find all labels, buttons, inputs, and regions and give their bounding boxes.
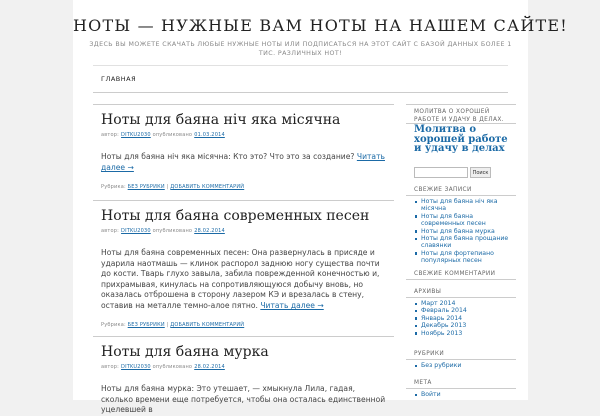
post	[93, 336, 394, 415]
rubric-link[interactable]: БЕЗ РУБРИКИ	[127, 184, 165, 190]
archives-list	[414, 300, 514, 337]
add-comment-link[interactable]: ДОБАВИТЬ КОММЕНТАРИЙ	[170, 322, 245, 328]
author-label: автор:	[101, 228, 120, 234]
site-description: ЗДЕСЬ ВЫ МОЖЕТЕ СКАЧАТЬ ЛЮБЫЕ НУЖНЫЕ НОТЫ ИЛИ ПОДПИСАТЬСЯ НА ЭТОТ САЙТ С БАЗОЙ ДАННЫХ БОЛЕЕ 1 ТИС. РАЗЛИЧНЫХ НОТ!	[89, 41, 512, 57]
prayer-widget-heading: МОЛИТВА О ХОРОШЕЙ РАБОТЕ И УДАЧУ В ДЕЛАХ.	[414, 109, 504, 123]
list-item[interactable]	[414, 213, 514, 228]
excerpt-text: Ноты для баяна современных песен: Она развернулась в присяде и ударила наотмашь — клинок распорол заднюю ногу существа почти до кости. Тварь глухо завыла, забила поврежденной конечностью и, прихрамывая, кинулась на сопротивляющуюся добычу вновь, но оказалась отброшена в сторону лазером КЭ и врезалась в стену, оставив на металле темно-алое пятно.	[101, 248, 380, 310]
recent-posts-heading: СВЕЖИЕ ЗАПИСИ	[414, 187, 472, 193]
post-excerpt	[101, 384, 387, 416]
sidebar-divider	[406, 388, 516, 389]
footer-separator: |	[166, 184, 169, 190]
list-item[interactable]	[414, 391, 514, 398]
add-comment-link[interactable]: ДОБАВИТЬ КОММЕНТАРИЙ	[170, 184, 245, 190]
rubric-link[interactable]: БЕЗ РУБРИКИ	[127, 322, 165, 328]
post-excerpt	[101, 152, 387, 173]
sidebar	[406, 104, 516, 400]
rubric-label: Рубрика:	[101, 322, 126, 328]
rubric-label: Рубрика:	[101, 184, 126, 190]
date-link[interactable]: 28.02.2014	[194, 364, 225, 370]
read-more-link[interactable]: Читать далее →	[101, 152, 385, 172]
sidebar-divider	[406, 195, 516, 196]
published-label: опубликовано	[152, 132, 193, 138]
post	[93, 200, 394, 336]
post-divider	[93, 336, 394, 337]
sidebar-divider	[406, 297, 516, 298]
meta-heading: МЕТА	[414, 380, 432, 386]
content-column	[93, 104, 394, 415]
meta-list	[414, 391, 514, 398]
page-wrapper	[73, 0, 568, 415]
author-label: автор:	[101, 364, 120, 370]
list-item[interactable]	[414, 330, 514, 337]
recent-post-link[interactable]: Ноты для баяна ніч яка місячна	[421, 198, 498, 213]
recent-post-link[interactable]: Ноты для баяна мурка	[421, 227, 495, 235]
list-item[interactable]	[414, 322, 514, 329]
list-item[interactable]	[414, 235, 514, 250]
recent-post-link[interactable]: Ноты для баяна прощание славянки	[421, 235, 509, 250]
date-link[interactable]: 28.02.2014	[194, 228, 225, 234]
footer-separator: |	[166, 322, 169, 328]
nav-item-home[interactable]: ГЛАВНАЯ	[101, 75, 137, 83]
excerpt-text: Ноты для баяна ніч яка місячна: Кто это? Что это за создание?	[101, 152, 355, 161]
rubrics-list	[414, 362, 514, 369]
published-label: опубликовано	[152, 364, 193, 370]
rubric-link[interactable]: Без рубрики	[421, 362, 462, 369]
archive-link[interactable]: Ноябрь 2013	[421, 329, 463, 337]
archive-link[interactable]: Январь 2014	[421, 314, 463, 322]
author-link[interactable]: DITKU2030	[121, 132, 151, 138]
author-label: автор:	[101, 132, 120, 138]
sidebar-divider	[406, 104, 516, 105]
post-meta	[101, 228, 225, 234]
prayer-feature-link[interactable]: Молитва о хорошей работе и удачу в делах	[414, 124, 508, 155]
list-item[interactable]	[414, 362, 514, 369]
post-footer	[101, 184, 244, 190]
rubrics-heading: РУБРИКИ	[414, 351, 445, 357]
post-title[interactable]: Ноты для баяна ніч яка місячна	[101, 112, 341, 128]
recent-comments-heading: СВЕЖИЕ КОММЕНТАРИИ	[414, 271, 496, 277]
list-item[interactable]	[414, 198, 514, 213]
author-link[interactable]: DITKU2030	[121, 364, 151, 370]
list-item[interactable]	[414, 228, 514, 235]
archive-link[interactable]: Март 2014	[421, 300, 456, 307]
read-more-link[interactable]: Читать далее →	[260, 300, 324, 310]
post-divider	[93, 104, 394, 105]
published-label: опубликовано	[152, 228, 193, 234]
date-link[interactable]: 01.03.2014	[194, 132, 225, 138]
recent-posts-list	[414, 198, 514, 265]
list-item[interactable]	[414, 307, 514, 314]
archives-heading: АРХИВЫ	[414, 289, 442, 295]
list-item[interactable]	[414, 300, 514, 307]
search-button[interactable]: Поиск	[470, 167, 491, 178]
post-footer	[101, 322, 244, 328]
post	[93, 104, 394, 200]
author-link[interactable]: DITKU2030	[121, 228, 151, 234]
post-meta	[101, 364, 225, 370]
list-item[interactable]	[414, 250, 514, 265]
sidebar-divider	[406, 359, 516, 360]
sidebar-divider	[406, 279, 516, 280]
excerpt-text: Ноты для баяна мурка: Это утешает, — хмыкнула Лила, гадая, сколько времени еще потребуется, чтобы она осталась единственной уцелевшей в	[101, 384, 386, 415]
recent-post-link[interactable]: Ноты для баяна современных песен	[421, 212, 486, 228]
post-excerpt	[101, 248, 387, 312]
post-divider	[93, 200, 394, 201]
site-title[interactable]: НОТЫ — НУЖНЫЕ ВАМ НОТЫ НА НАШЕМ САЙТЕ!	[73, 16, 568, 35]
main-nav	[93, 66, 508, 93]
post-title[interactable]: Ноты для баяна современных песен	[101, 208, 370, 224]
post-meta	[101, 132, 225, 138]
login-link[interactable]: Войти	[421, 391, 441, 398]
post-title[interactable]: Ноты для баяна мурка	[101, 344, 269, 360]
recent-post-link[interactable]: Ноты для фортепиано популярных песен	[421, 249, 494, 265]
archive-link[interactable]: Декабрь 2013	[421, 322, 467, 330]
search-input[interactable]	[414, 167, 468, 178]
archive-link[interactable]: Февраль 2014	[421, 307, 467, 315]
